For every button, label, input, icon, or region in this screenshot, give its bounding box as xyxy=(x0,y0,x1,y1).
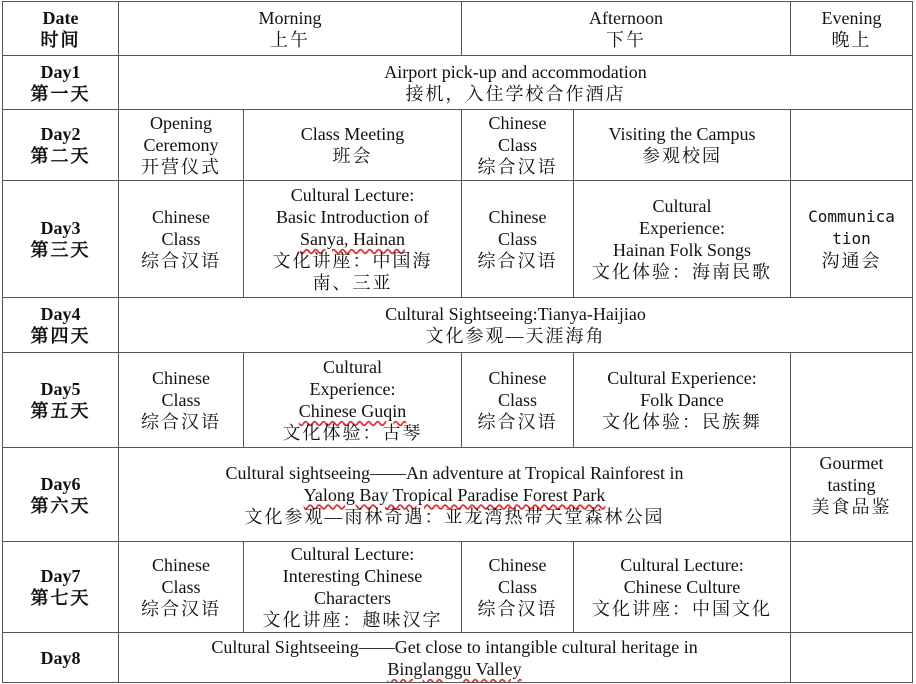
cell-line: 综合汉语 xyxy=(477,599,558,619)
cell-line: Cultural sightseeing——An adventure at Tropical Rainforest in xyxy=(225,462,684,483)
day2-row xyxy=(3,110,913,181)
day6-activity xyxy=(119,448,791,542)
day6-label-cn: 第六天 xyxy=(30,495,91,516)
day5-morning-1 xyxy=(119,353,244,448)
day5-row xyxy=(3,353,913,448)
schedule-table xyxy=(2,1,913,683)
cell-line: 南、三亚 xyxy=(312,273,393,293)
day7-evening xyxy=(791,542,913,633)
cell-line: Class xyxy=(497,577,537,597)
day4-activity-en: Cultural Sightseeing:Tianya-Haijiao xyxy=(385,304,646,324)
header-date-en: Date xyxy=(42,7,79,28)
day5-morning-2 xyxy=(244,353,462,448)
cell-line: 参观校园 xyxy=(642,146,722,166)
day7-afternoon-1 xyxy=(462,542,574,633)
cell-line: Cultural Sightseeing——Get close to intangible cultural heritage in xyxy=(211,637,698,657)
day4-activity xyxy=(119,298,913,353)
cell-line: 开营仪式 xyxy=(141,157,221,177)
header-row xyxy=(3,2,913,56)
cell-line: 文化讲座：趣味汉字 xyxy=(262,610,443,630)
cell-line: Basic Introduction of xyxy=(276,207,429,227)
day3-label-cn: 第三天 xyxy=(30,240,91,260)
cell-line: 综合汉语 xyxy=(141,599,221,619)
day4-label xyxy=(3,298,119,353)
cell-line: Gourmet xyxy=(819,453,884,473)
cell-line: tasting xyxy=(827,475,876,495)
cell-line: 沟通会 xyxy=(821,251,882,271)
cell-line: Visiting the Campus xyxy=(608,124,756,144)
day5-afternoon-2 xyxy=(574,353,791,448)
day5-label-en: Day5 xyxy=(40,379,81,399)
day1-activity-cn: 接机，入住学校合作酒店 xyxy=(405,83,626,104)
cell-line: Experience: xyxy=(639,218,725,238)
day3-row xyxy=(3,181,913,298)
day6-label xyxy=(3,448,119,542)
day5-afternoon-1 xyxy=(462,353,574,448)
header-evening-en: Evening xyxy=(821,7,882,28)
cell-line: 文化体验：海南民歌 xyxy=(592,262,772,282)
cell-line: Class xyxy=(497,390,537,410)
cell-line: 综合汉语 xyxy=(141,412,221,432)
day7-label-cn: 第七天 xyxy=(30,588,91,608)
cell-line: 综合汉语 xyxy=(477,251,558,271)
cell-line: Hainan Folk Songs xyxy=(613,240,752,260)
header-morning-cn: 上午 xyxy=(270,29,310,50)
day5-label xyxy=(3,353,119,448)
cell-line: Communica xyxy=(808,207,895,226)
day8-activity xyxy=(119,633,791,683)
cell-line: Cultural xyxy=(652,196,712,216)
day1-row xyxy=(3,56,913,110)
day3-morning-1 xyxy=(119,181,244,298)
cell-line: Yalong Bay Tropical Paradise Forest Park xyxy=(303,484,606,505)
cell-line: Cultural Lecture: xyxy=(290,185,415,205)
cell-line: 综合汉语 xyxy=(477,412,558,432)
cell-line: Characters xyxy=(314,588,391,608)
day7-label xyxy=(3,542,119,633)
cell-line: Class xyxy=(161,390,201,410)
header-date xyxy=(3,2,119,56)
day8-label-en: Day8 xyxy=(40,647,81,668)
day3-label xyxy=(3,181,119,298)
cell-line: 班会 xyxy=(332,146,373,166)
header-afternoon-en: Afternoon xyxy=(589,7,663,28)
cell-line: Class xyxy=(161,577,201,597)
cell-line: Chinese Culture xyxy=(623,577,741,597)
day7-afternoon-2 xyxy=(574,542,791,633)
day2-label-cn: 第二天 xyxy=(30,146,91,166)
cell-line: Class xyxy=(497,135,537,155)
cell-line: Chinese xyxy=(488,555,547,575)
day3-evening xyxy=(791,181,913,298)
cell-line: 文化体验：古琴 xyxy=(282,423,423,443)
cell-line: Cultural Lecture: xyxy=(290,544,415,564)
day6-label-en: Day6 xyxy=(40,473,81,494)
cell-line: Binglanggu Valley xyxy=(387,659,522,679)
cell-line: 文化参观—雨林奇遇：亚龙湾热带天堂森林公园 xyxy=(244,506,665,527)
cell-line: Chinese xyxy=(488,368,547,388)
day2-morning-1 xyxy=(119,110,244,181)
day6-row xyxy=(3,448,913,542)
day1-label-cn: 第一天 xyxy=(30,83,91,104)
cell-line: Experience: xyxy=(309,379,396,399)
day2-label xyxy=(3,110,119,181)
cell-line: Chinese xyxy=(488,113,547,133)
day2-morning-2 xyxy=(244,110,462,181)
cell-line: 综合汉语 xyxy=(141,251,221,271)
day6-evening xyxy=(791,448,913,542)
day5-label-cn: 第五天 xyxy=(30,401,91,421)
day2-evening xyxy=(791,110,913,181)
cell-line: Class Meeting xyxy=(300,124,405,144)
cell-line: Class xyxy=(161,229,201,249)
day3-afternoon-1 xyxy=(462,181,574,298)
cell-line: Cultural xyxy=(323,357,382,377)
cell-line: Ceremony xyxy=(143,135,219,155)
cell-line: 文化讲座：中国文化 xyxy=(592,599,772,619)
cell-line: Opening xyxy=(150,113,212,133)
day4-activity-cn: 文化参观—天涯海角 xyxy=(425,326,606,346)
day2-label-en: Day2 xyxy=(40,124,81,144)
day4-label-en: Day4 xyxy=(40,304,81,324)
day3-morning-2 xyxy=(244,181,462,298)
cell-line: tion xyxy=(832,229,871,248)
day8-evening xyxy=(791,633,913,683)
day1-activity-en: Airport pick-up and accommodation xyxy=(384,61,647,82)
day1-label xyxy=(3,56,119,110)
cell-line: 文化讲座：中国海 xyxy=(272,251,433,271)
cell-line: Class xyxy=(497,229,537,249)
cell-line: Chinese xyxy=(152,207,210,227)
cell-line: Cultural Experience: xyxy=(607,368,757,388)
cell-line: Interesting Chinese xyxy=(282,566,423,586)
header-date-cn: 时间 xyxy=(40,29,81,50)
day3-afternoon-2 xyxy=(574,181,791,298)
cell-line: Chinese Guqin xyxy=(298,401,407,421)
day2-afternoon-2 xyxy=(574,110,791,181)
cell-line: Chinese xyxy=(152,555,210,575)
day4-row xyxy=(3,298,913,353)
header-afternoon-cn: 下午 xyxy=(606,29,646,50)
day1-activity xyxy=(119,56,913,110)
day7-row xyxy=(3,542,913,633)
day2-afternoon-1 xyxy=(462,110,574,181)
header-evening-cn: 晚上 xyxy=(831,29,872,50)
cell-line: 美食品鉴 xyxy=(811,497,892,517)
day8-label xyxy=(3,633,119,683)
day1-label-en: Day1 xyxy=(40,61,81,82)
cell-line: Sanya, Hainan xyxy=(300,229,405,249)
header-evening xyxy=(791,2,913,56)
cell-line: Chinese xyxy=(488,207,547,227)
cell-line: Folk Dance xyxy=(640,390,724,410)
cell-line: 文化体验：民族舞 xyxy=(602,412,762,432)
day3-label-en: Day3 xyxy=(40,218,81,238)
day7-label-en: Day7 xyxy=(40,566,81,586)
cell-line: Cultural Lecture: xyxy=(620,555,744,575)
header-morning-en: Morning xyxy=(258,7,322,28)
header-morning xyxy=(119,2,462,56)
day5-evening xyxy=(791,353,913,448)
header-afternoon xyxy=(462,2,791,56)
day7-morning-2 xyxy=(244,542,462,633)
day4-label-cn: 第四天 xyxy=(30,326,91,346)
day8-row xyxy=(3,633,913,683)
cell-line: Chinese xyxy=(152,368,210,388)
cell-line: 综合汉语 xyxy=(477,157,558,177)
day7-morning-1 xyxy=(119,542,244,633)
